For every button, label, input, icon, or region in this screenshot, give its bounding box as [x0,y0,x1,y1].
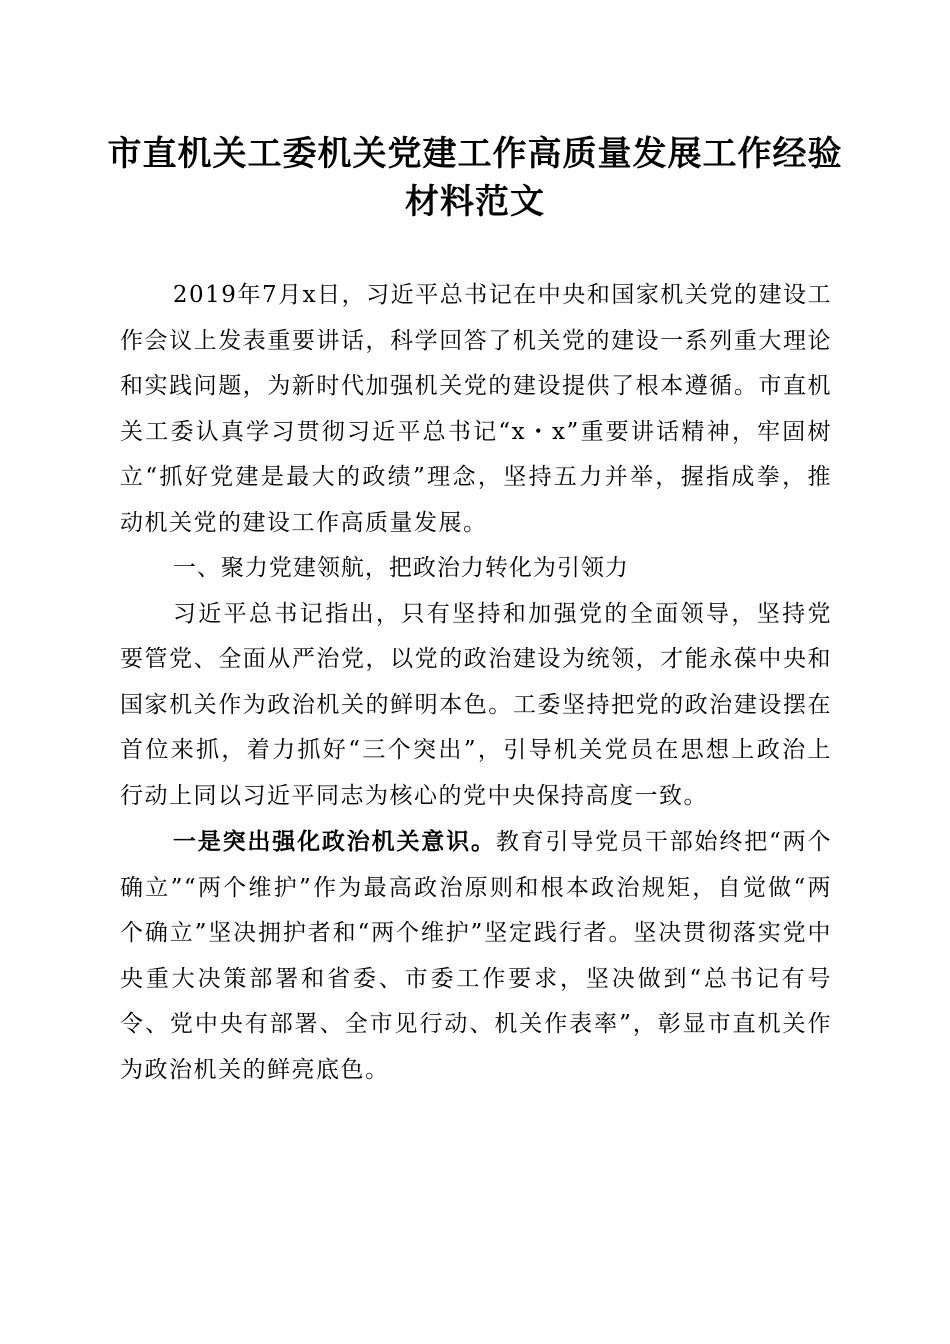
point-paragraph [120,819,832,1093]
section-paragraph: 习近平总书记指出，只有坚持和加强党的全面领导，坚持党要管党、全面从严治党，以党的政治建设为统领，才能永葆中央和国家机关作为政治机关的鲜明本色。工委坚持把党的政治建设摆在首位来抓，着力抓好“三个突出”，引导机关党员在思想上政治上行动上同以习近平同志为核心的党中央保持高度一致。 [120,600,832,809]
document-body [120,273,832,1093]
document-title: 市直机关工委机关党建工作高质量发展工作经验材料范文 [107,134,843,222]
section-heading: 一、聚力党建领航，把政治力转化为引领力 [172,555,629,581]
point-text: 教育引导党员干部始终把“两个确立”“两个维护”作为最高政治原则和根本政治规矩，自觉做“两个确立”坚决拥护者和“两个维护”坚定践行者。坚决贯彻落实党中央重大决策部署和省委、市委工作要求，坚决做到“总书记有号令、党中央有部署、全市见行动、机关作表率”，彰显市直机关作为政治机关的鲜亮底色。 [120,829,832,1083]
point-lead: 一是突出强化政治机关意识。 [172,828,496,855]
intro-paragraph: 2019年7月x日，习近平总书记在中央和国家机关党的建设工作会议上发表重要讲话，科学回答了机关党的建设一系列重大理论和实践问题，为新时代加强机关党的建设提供了根本遵循。市直机关工委认真学习贯彻习近平总书记“x・x”重要讲话精神，牢固树立“抓好党建是最大的政绩”理念，坚持五力并举，握指成拳，推动机关党的建设工作高质量发展。 [120,282,832,536]
